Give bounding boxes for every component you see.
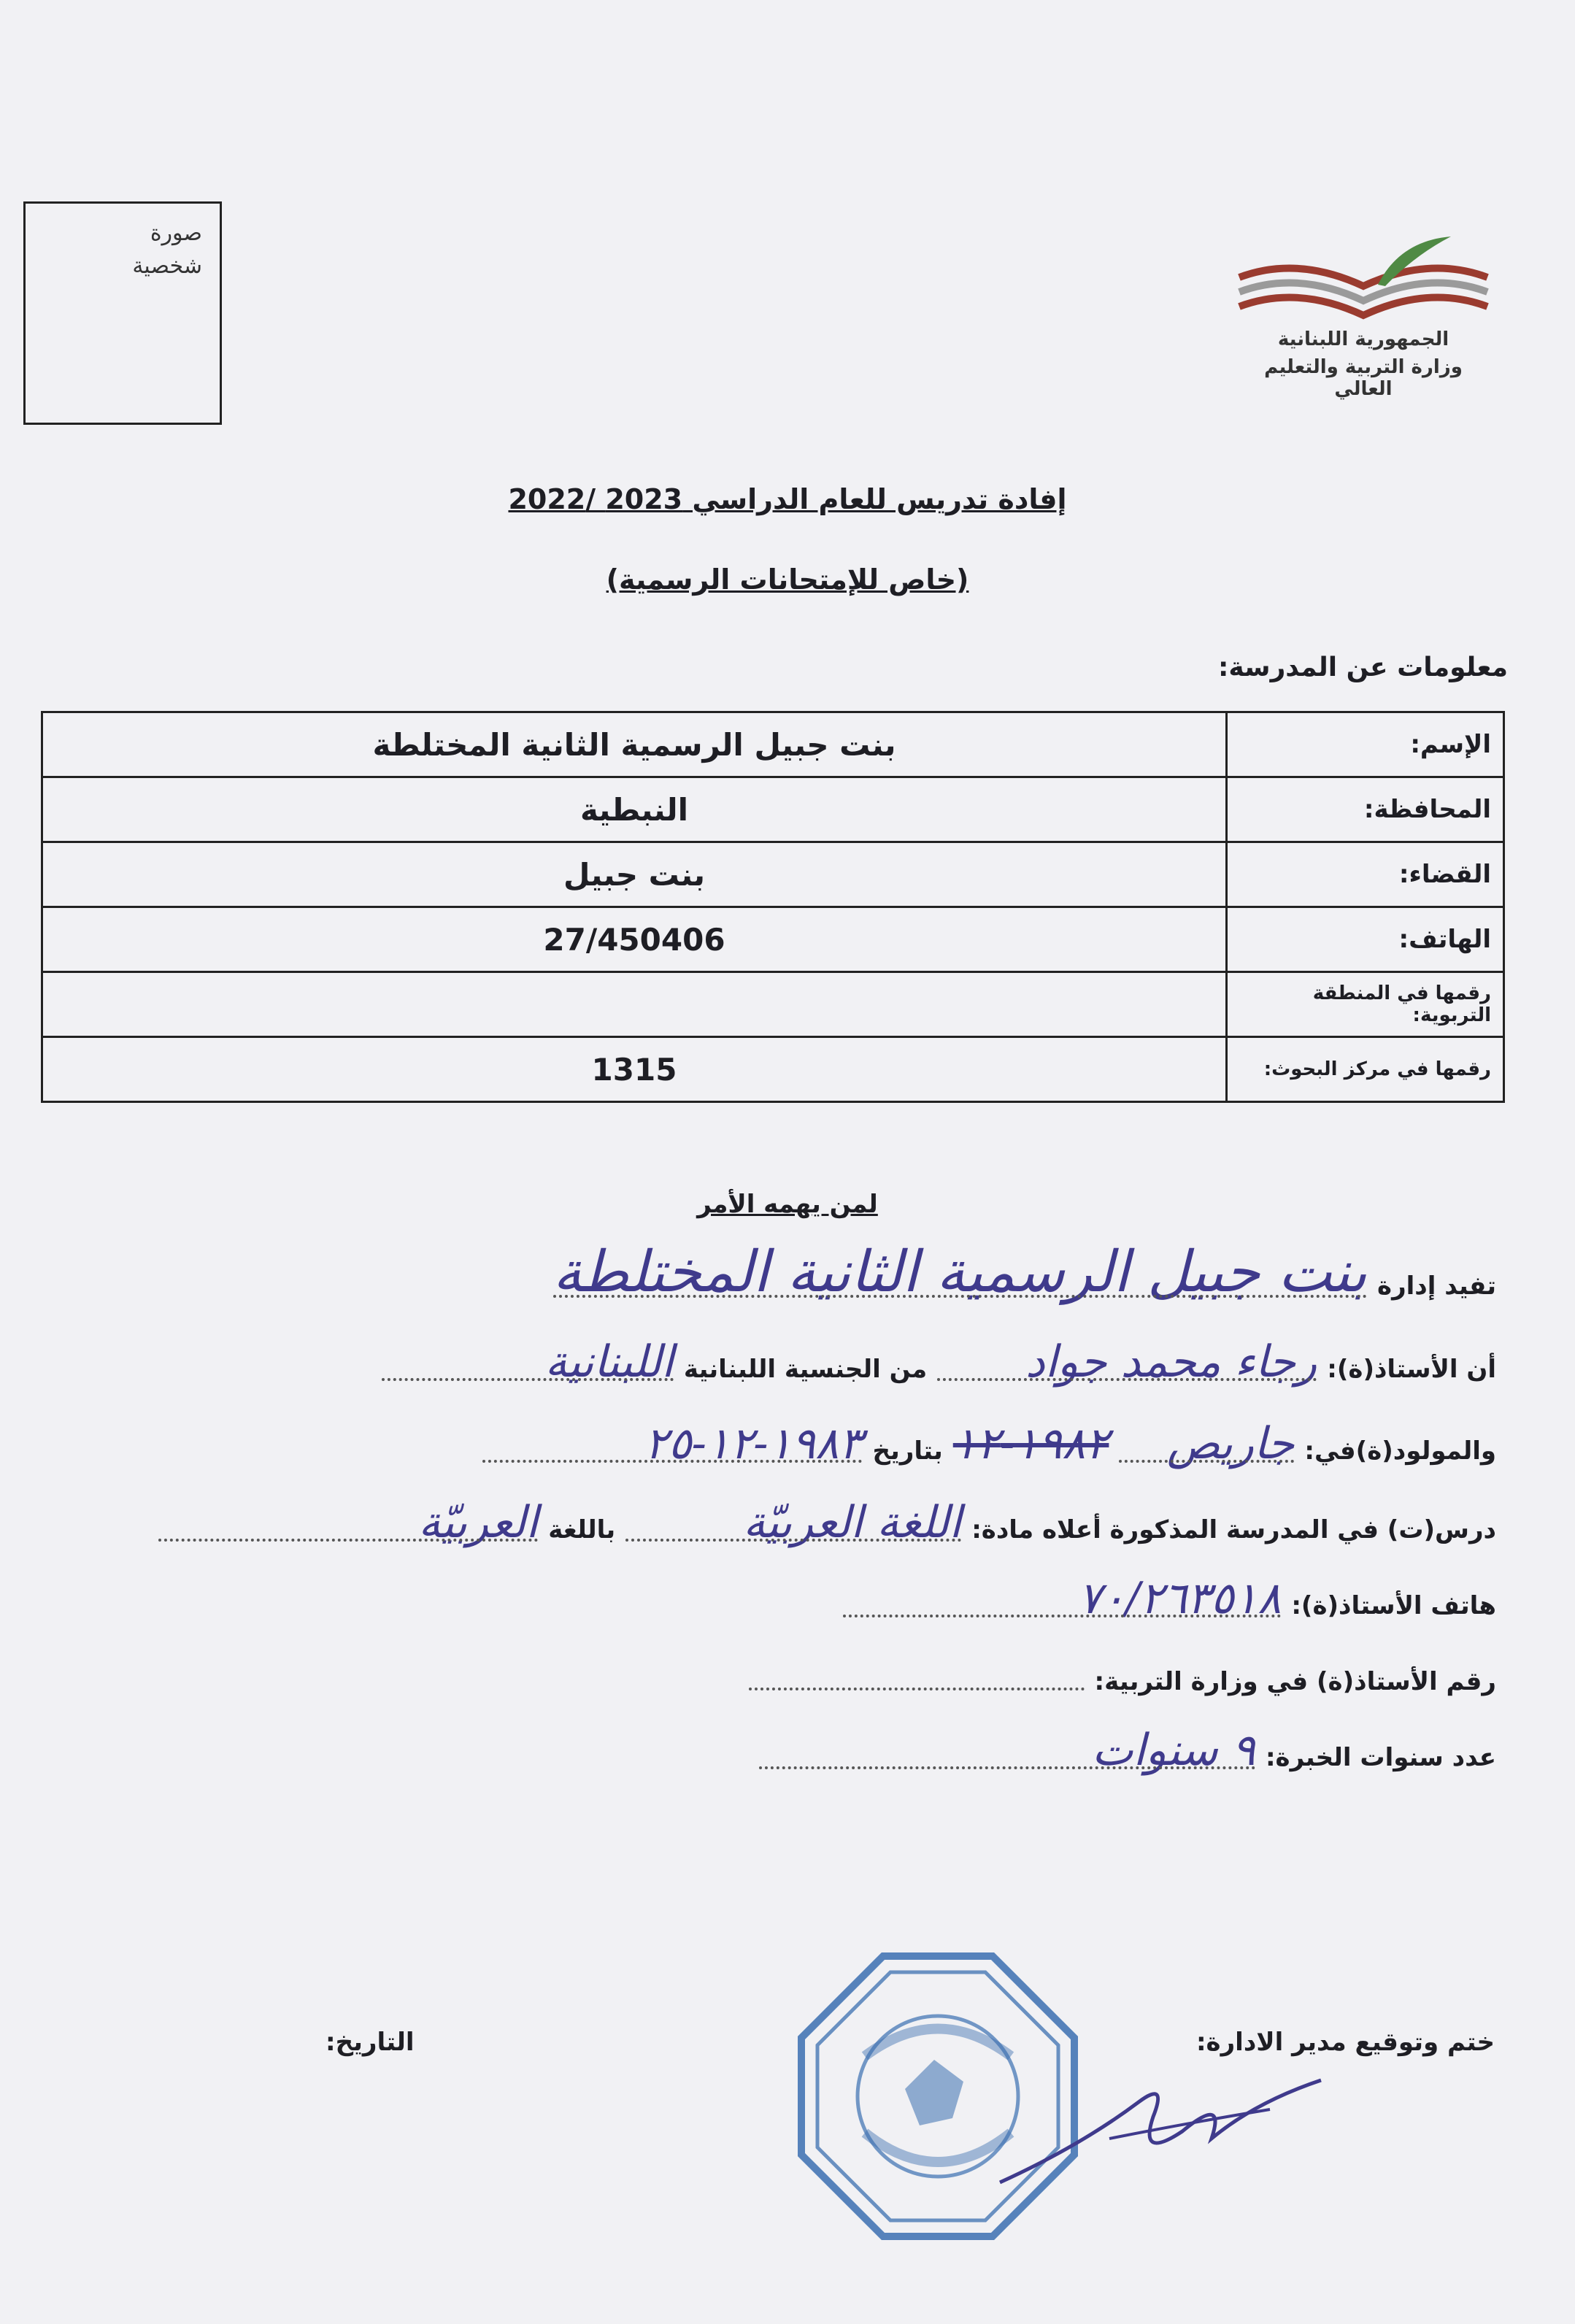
experience-value: ٩ سنوات	[1092, 1725, 1255, 1776]
dotted-line	[1119, 1452, 1294, 1463]
dotted-line	[482, 1452, 862, 1463]
table-row	[42, 777, 1504, 842]
table-row	[42, 907, 1504, 972]
taught-label: درس(ت) في المدرسة المذكورة أعلاه مادة:	[971, 1515, 1496, 1544]
birth-date-value: ١٩٨٣-١٢-٢٥	[644, 1418, 863, 1469]
district-label: القضاء:	[1227, 842, 1504, 907]
dotted-line	[382, 1371, 674, 1381]
born-label: والمولود(ة)في:	[1304, 1436, 1496, 1466]
teacher-value: رجاء محمد جواد	[1025, 1336, 1317, 1388]
nationality-label: من الجنسية اللبنانية	[683, 1355, 928, 1384]
admin-line	[73, 1239, 1496, 1305]
teacher-value-field	[937, 1336, 1317, 1388]
birth-line	[73, 1407, 1496, 1469]
dotted-line	[843, 1607, 1281, 1617]
region-number-label: رقمها في المنطقة التربوية:	[1227, 972, 1504, 1037]
nationality-value-field	[382, 1336, 674, 1388]
handwritten-signature-icon	[993, 2058, 1328, 2197]
table-row	[42, 842, 1504, 907]
experience-field	[759, 1725, 1255, 1776]
school-name-label: الإسم:	[1227, 712, 1504, 777]
dotted-line	[759, 1759, 1255, 1769]
logo-text-ministry: وزارة التربية والتعليم العالي	[1264, 356, 1463, 400]
subject-line	[73, 1486, 1496, 1548]
document-title: إفادة تدريس للعام الدراسي 2023 /2022	[508, 483, 1067, 515]
book-icon	[1232, 234, 1495, 328]
teacher-label: أن الأستاذ(ة):	[1327, 1355, 1496, 1384]
teacher-line	[73, 1325, 1496, 1388]
language-label: باللغة	[548, 1515, 616, 1544]
ministry-logo	[1232, 234, 1495, 400]
table-row	[42, 972, 1504, 1037]
teacher-phone-label: هاتف الأستاذ(ة):	[1291, 1591, 1496, 1620]
school-name-value: بنت جبيل الرسمية الثانية المختلطة	[42, 712, 1227, 777]
nationality-value: اللبنانية	[544, 1336, 674, 1388]
phone-label: الهاتف:	[1227, 907, 1504, 972]
admin-value: بنت جبيل الرسمية الثانية المختلطة	[552, 1239, 1367, 1305]
dotted-line	[937, 1371, 1317, 1381]
language-value: العربيّة	[418, 1497, 539, 1548]
teacher-phone-field	[843, 1573, 1282, 1624]
ministry-number-label: رقم الأستاذ(ة) في وزارة التربية:	[1094, 1667, 1496, 1696]
photo-box-label-1: صورة	[150, 220, 202, 246]
teacher-phone-value: ٧٠/٢٦٣٥١٨	[1078, 1573, 1282, 1624]
subject-value: اللغة العربيّة	[743, 1497, 962, 1548]
admin-value-field	[552, 1239, 1368, 1305]
to-whom-heading: لمن يهمه الأمر	[697, 1190, 878, 1219]
district-value: بنت جبيل	[42, 842, 1227, 907]
school-info-heading: معلومات عن المدرسة:	[1217, 653, 1508, 682]
photo-box	[23, 201, 222, 425]
experience-line	[73, 1714, 1496, 1776]
date-of-birth-label: بتاريخ	[872, 1436, 943, 1466]
table-row	[42, 1037, 1504, 1102]
table-row	[42, 712, 1504, 777]
experience-label: عدد سنوات الخبرة:	[1265, 1743, 1496, 1772]
research-center-number-label: رقمها في مركز البحوث:	[1227, 1037, 1504, 1102]
dotted-line	[749, 1680, 1085, 1690]
research-center-number-value: 1315	[42, 1037, 1227, 1102]
signature-label: ختم وتوقيع مدير الادارة:	[1195, 2028, 1495, 2057]
ministry-number-line	[73, 1638, 1496, 1696]
teacher-phone-line	[73, 1562, 1496, 1624]
region-number-value	[42, 972, 1227, 1037]
birth-date-field	[482, 1418, 863, 1469]
language-field	[158, 1497, 539, 1548]
school-info-table	[41, 711, 1505, 1103]
governorate-value: النبطية	[42, 777, 1227, 842]
admin-label: تفيد إدارة	[1377, 1271, 1496, 1301]
governorate-label: المحافظة:	[1227, 777, 1504, 842]
dotted-line	[625, 1531, 961, 1542]
dotted-line	[553, 1288, 1368, 1298]
logo-text-republic: الجمهورية اللبنانية	[1277, 328, 1449, 350]
document-subtitle: (خاص للإمتحانات الرسمية)	[606, 563, 969, 596]
subject-field	[625, 1497, 962, 1548]
birth-place-field	[1119, 1418, 1295, 1469]
birth-place-value: جاريص	[1166, 1418, 1295, 1469]
photo-box-label-2: شخصية	[132, 253, 202, 279]
dotted-line	[158, 1531, 538, 1542]
struck-out-text: ١٩٨٢-١٢	[952, 1418, 1109, 1469]
phone-value: 27/450406	[42, 907, 1227, 972]
date-label: التاريخ:	[326, 2028, 415, 2057]
